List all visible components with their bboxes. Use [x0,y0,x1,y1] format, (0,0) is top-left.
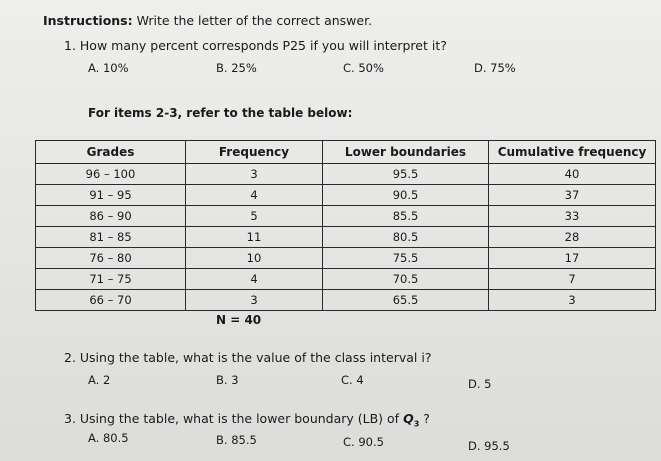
header-grades: Grades [36,141,186,164]
q1-option-b: B. 25% [216,61,257,75]
cell-cumulative-frequency: 40 [489,164,656,185]
cell-lower-boundary: 80.5 [323,227,489,248]
q1-option-a: A. 10% [88,61,129,75]
instructions [43,13,372,28]
cell-cumulative-frequency: 7 [489,269,656,290]
cell-frequency: 11 [186,227,323,248]
total-n: N = 40 [216,313,262,327]
cell-grades: 71 – 75 [36,269,186,290]
cell-lower-boundary: 65.5 [323,290,489,311]
cell-frequency: 5 [186,206,323,227]
q1-option-d: D. 75% [474,61,516,75]
cell-cumulative-frequency: 17 [489,248,656,269]
cell-grades: 81 – 85 [36,227,186,248]
header-frequency: Frequency [186,141,323,164]
question-2: 2. Using the table, what is the value of the class interval i? [64,350,432,365]
q3-option-d: D. 95.5 [468,439,510,453]
q3-option-b: B. 85.5 [216,433,257,447]
header-cumulative-frequency: Cumulative frequency [489,141,656,164]
q3-text-end: ? [419,411,430,426]
cell-cumulative-frequency: 28 [489,227,656,248]
table-header-row [36,141,656,164]
cell-frequency: 3 [186,164,323,185]
q3-subscript: 3 [413,419,420,429]
cell-lower-boundary: 75.5 [323,248,489,269]
q3-text: 3. Using the table, what is the lower boundary (LB) of [64,411,404,426]
cell-lower-boundary: 95.5 [323,164,489,185]
cell-cumulative-frequency: 3 [489,290,656,311]
q3-option-c: C. 90.5 [343,435,384,449]
instructions-label: Instructions: [43,13,133,28]
cell-lower-boundary: 85.5 [323,206,489,227]
cell-grades: 96 – 100 [36,164,186,185]
table-row [36,290,656,311]
instructions-text: Write the letter of the correct answer. [132,13,373,28]
cell-frequency: 3 [186,290,323,311]
table-reference-note: For items 2-3, refer to the table below: [88,106,353,120]
q2-option-c: C. 4 [341,373,364,387]
table-row [36,227,656,248]
frequency-table [35,140,656,311]
q1-option-c: C. 50% [343,61,384,75]
q2-option-d: D. 5 [468,377,492,391]
cell-cumulative-frequency: 37 [489,185,656,206]
cell-frequency: 4 [186,185,323,206]
cell-grades: 86 – 90 [36,206,186,227]
table-row [36,248,656,269]
table-row [36,164,656,185]
q2-option-b: B. 3 [216,373,239,387]
q2-option-a: A. 2 [88,373,111,387]
table-row [36,185,656,206]
question-1: 1. How many percent corresponds P25 if you will interpret it? [64,38,447,53]
cell-cumulative-frequency: 33 [489,206,656,227]
q3-symbol: Q [403,411,414,426]
table-row [36,206,656,227]
cell-grades: 76 – 80 [36,248,186,269]
table-row [36,269,656,290]
q3-option-a: A. 80.5 [88,431,129,445]
question-3 [64,411,430,429]
cell-frequency: 4 [186,269,323,290]
cell-grades: 66 – 70 [36,290,186,311]
cell-grades: 91 – 95 [36,185,186,206]
header-lower-boundaries: Lower boundaries [323,141,489,164]
cell-lower-boundary: 90.5 [323,185,489,206]
cell-frequency: 10 [186,248,323,269]
cell-lower-boundary: 70.5 [323,269,489,290]
